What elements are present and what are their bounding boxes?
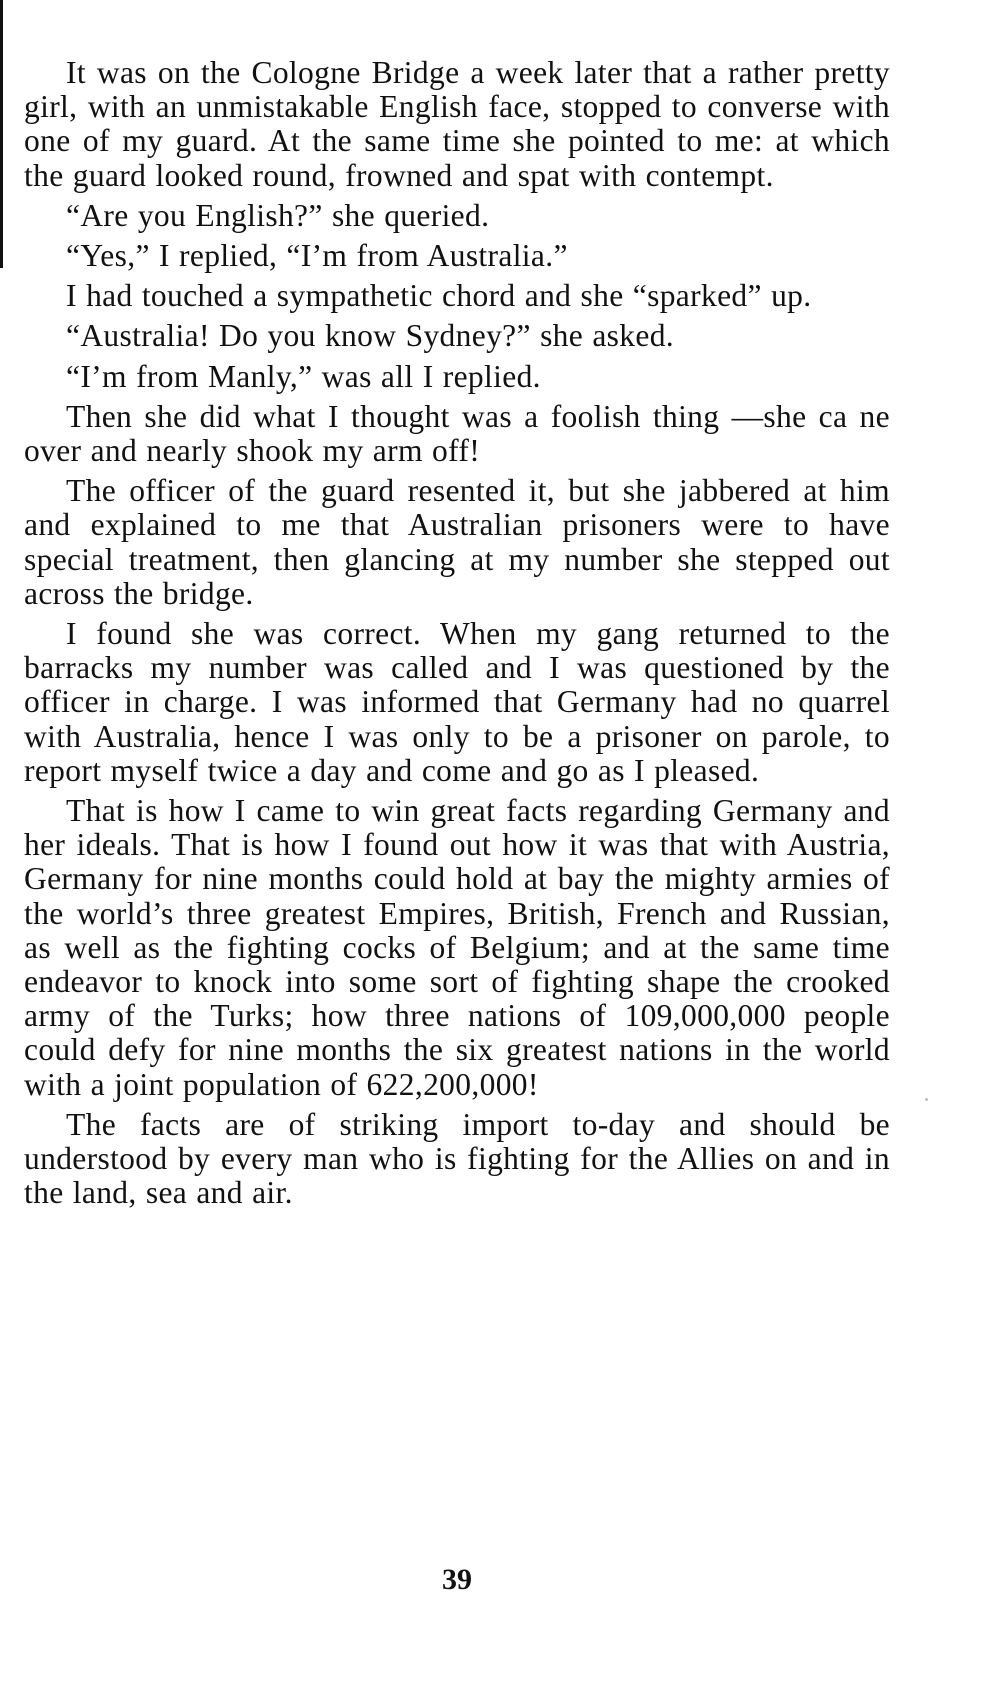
paragraph-2: “Are you English?” she queried. [66, 197, 490, 233]
paragraph-7: Then she did what I thought was a foolish thing —she ca ne over and nearly shook my arm off! [24, 398, 890, 469]
paragraph-3: “Yes,” I replied, “I’m from Australia.” [66, 238, 568, 274]
paragraph-4: I had touched a sympathetic chord and she “sparked” up. [66, 278, 812, 314]
paragraph-1: It was on the Cologne Bridge a week later that a rather pretty girl, with an unmistakable English face, stopped to converse with one of my guard. At the same time she pointed to me: at which the guard looked round, frowned and spat with contempt. [24, 55, 890, 193]
paragraph-6: “I’m from Manly,” was all I replied. [66, 358, 541, 394]
page-body [24, 56, 890, 1217]
margin-rule [0, 0, 3, 268]
stray-mark [925, 1098, 928, 1101]
paragraph-9: I found she was correct. When my gang returned to the barracks my number was called and I was questioned by the officer in charge. I was informed that Germany had no quarrel with Australia, hence I was only to be a prisoner on parole, to report myself twice a day and come and go as I pleased. [24, 616, 890, 788]
paragraph-10: That is how I came to win great facts regarding Germany and her ideals. That is how I found out how it was that with Austria, Germany for nine months could hold at bay the mighty armies of the world’s three greatest Empires, British, French and Russian, as well as the fighting cocks of Belgium; and at the same time endeavor to knock into some sort of fighting shape the crooked army of the Turks; how three nations of 109,000,000 people could defy for nine months the six greatest nations in the world with a joint population of 622,200,000! [24, 793, 890, 1102]
paragraph-5: “Australia! Do you know Sydney?” she asked. [66, 318, 675, 354]
page-number: 39 [442, 1563, 472, 1596]
paragraph-11: The facts are of striking import to-day and should be understood by every man who is fighting for the Allies on and in the land, sea and air. [24, 1106, 890, 1211]
paragraph-8: The officer of the guard resented it, but she jabbered at him and explained to me that Australian prisoners were to have special treatment, then glancing at my number she stepped out across the bridge. [24, 473, 890, 611]
